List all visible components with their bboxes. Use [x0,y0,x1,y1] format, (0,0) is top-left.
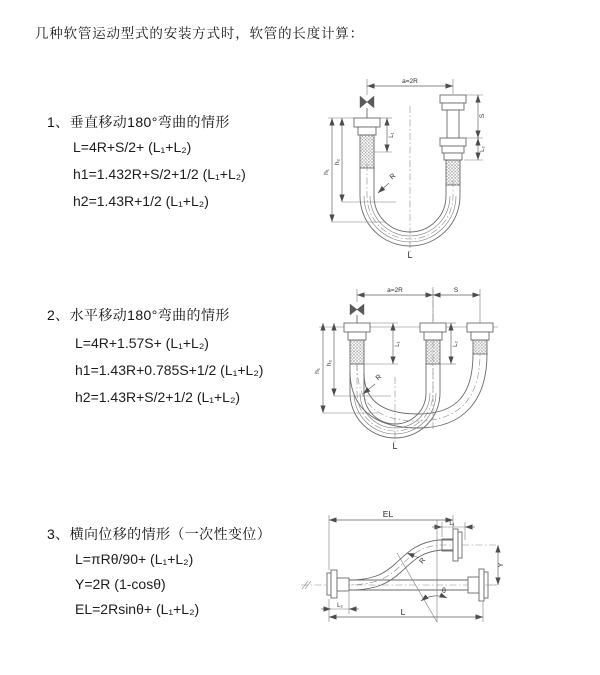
dim-label-l: L [400,607,406,617]
dimension-a2r [367,78,453,95]
section-3-heading: 3、横向位移的情形（一次性变位） [47,526,272,542]
dimension-h1 [323,118,386,222]
left-pipe-fitting [354,118,380,168]
hose-u-bend-displaced [350,354,487,428]
dimension-h1 [314,323,378,413]
left-flange-fitting [327,570,349,598]
dim-label-h1: h₁ [323,169,330,175]
dim-label-l2: L₂ [337,603,343,609]
dimension-l2 [464,138,486,160]
dim-label-h1: h₁ [314,368,321,374]
dim-label-r: R [418,556,428,566]
formula-line: h2=1.43R+1/2 (L₁+L₂) [73,193,209,209]
dim-label-a2r: a=2R [387,287,403,294]
formula-line: h2=1.43R+S/2+1/2 (L₁+L₂) [75,389,241,405]
dim-label-r: R [388,172,398,182]
diagram-horizontal-180-bend [306,281,600,456]
dim-label-h2: h₂ [326,359,333,367]
right-pipe-fitting [440,95,466,185]
dim-label-s: S [479,113,486,119]
dim-label-l2: L₂ [453,341,459,347]
dimension-s [466,95,486,138]
valve-icon [360,96,374,118]
dim-label-l1: L₁ [389,132,395,138]
dimension-el [329,509,453,570]
radius-callout [363,374,383,394]
page-title: 几种软管运动型式的安装方式时，软管的长度计算： [35,26,364,41]
diagram-vertical-180-bend [308,66,593,261]
formula-line: h1=1.43R+0.785S+1/2 (L₁+L₂) [75,362,264,378]
dim-label-y: Y [498,562,505,568]
left-pipe-fitting [344,323,370,364]
dim-label-theta: θ [442,588,446,595]
section-1-formulas [73,134,246,215]
formula-line: L=4R+1.57S+ (L₁+L₂) [75,335,209,351]
middle-pipe-fitting [420,323,446,364]
section-3-formulas [75,547,199,622]
formula-line: Y=2R (1-cosθ) [75,576,166,592]
formula-line: EL=2Rsinθ+ (L₁+L₂) [75,601,200,617]
dim-label-s: S [453,287,459,294]
diagram-lateral-displacement [293,496,508,648]
section-2-heading: 2、水平移动180°弯曲的情形 [47,307,230,323]
formula-line: h1=1.432R+S/2+1/2 (L₁+L₂) [73,166,246,182]
right-pipe-fitting [467,323,493,354]
dim-label-l: L [407,250,413,260]
dim-label-l1: L₁ [395,341,401,347]
dimension-l [329,599,483,622]
hose-s-curve [343,540,453,590]
dim-label-l2: L₂ [480,146,486,152]
formula-line: L=πRθ/90+ (L₁+L₂) [75,551,194,567]
dim-label-el: EL [382,509,394,519]
section-1-heading: 1、垂直移动180°弯曲的情形 [47,114,230,130]
formula-line: L=4R+S/2+ (L₁+L₂) [73,139,192,155]
dim-label-r: R [374,373,384,383]
dim-label-l: L [392,441,398,451]
dimension-a2r [357,287,433,323]
dim-label-h2: h₂ [334,158,341,166]
dim-label-l1: L₁ [449,521,455,527]
dim-label-a2r: a=2R [402,78,418,85]
section-2-formulas [75,330,263,411]
dimension-s [433,287,480,323]
radius-callout [378,173,397,193]
valve-icon [350,304,364,323]
